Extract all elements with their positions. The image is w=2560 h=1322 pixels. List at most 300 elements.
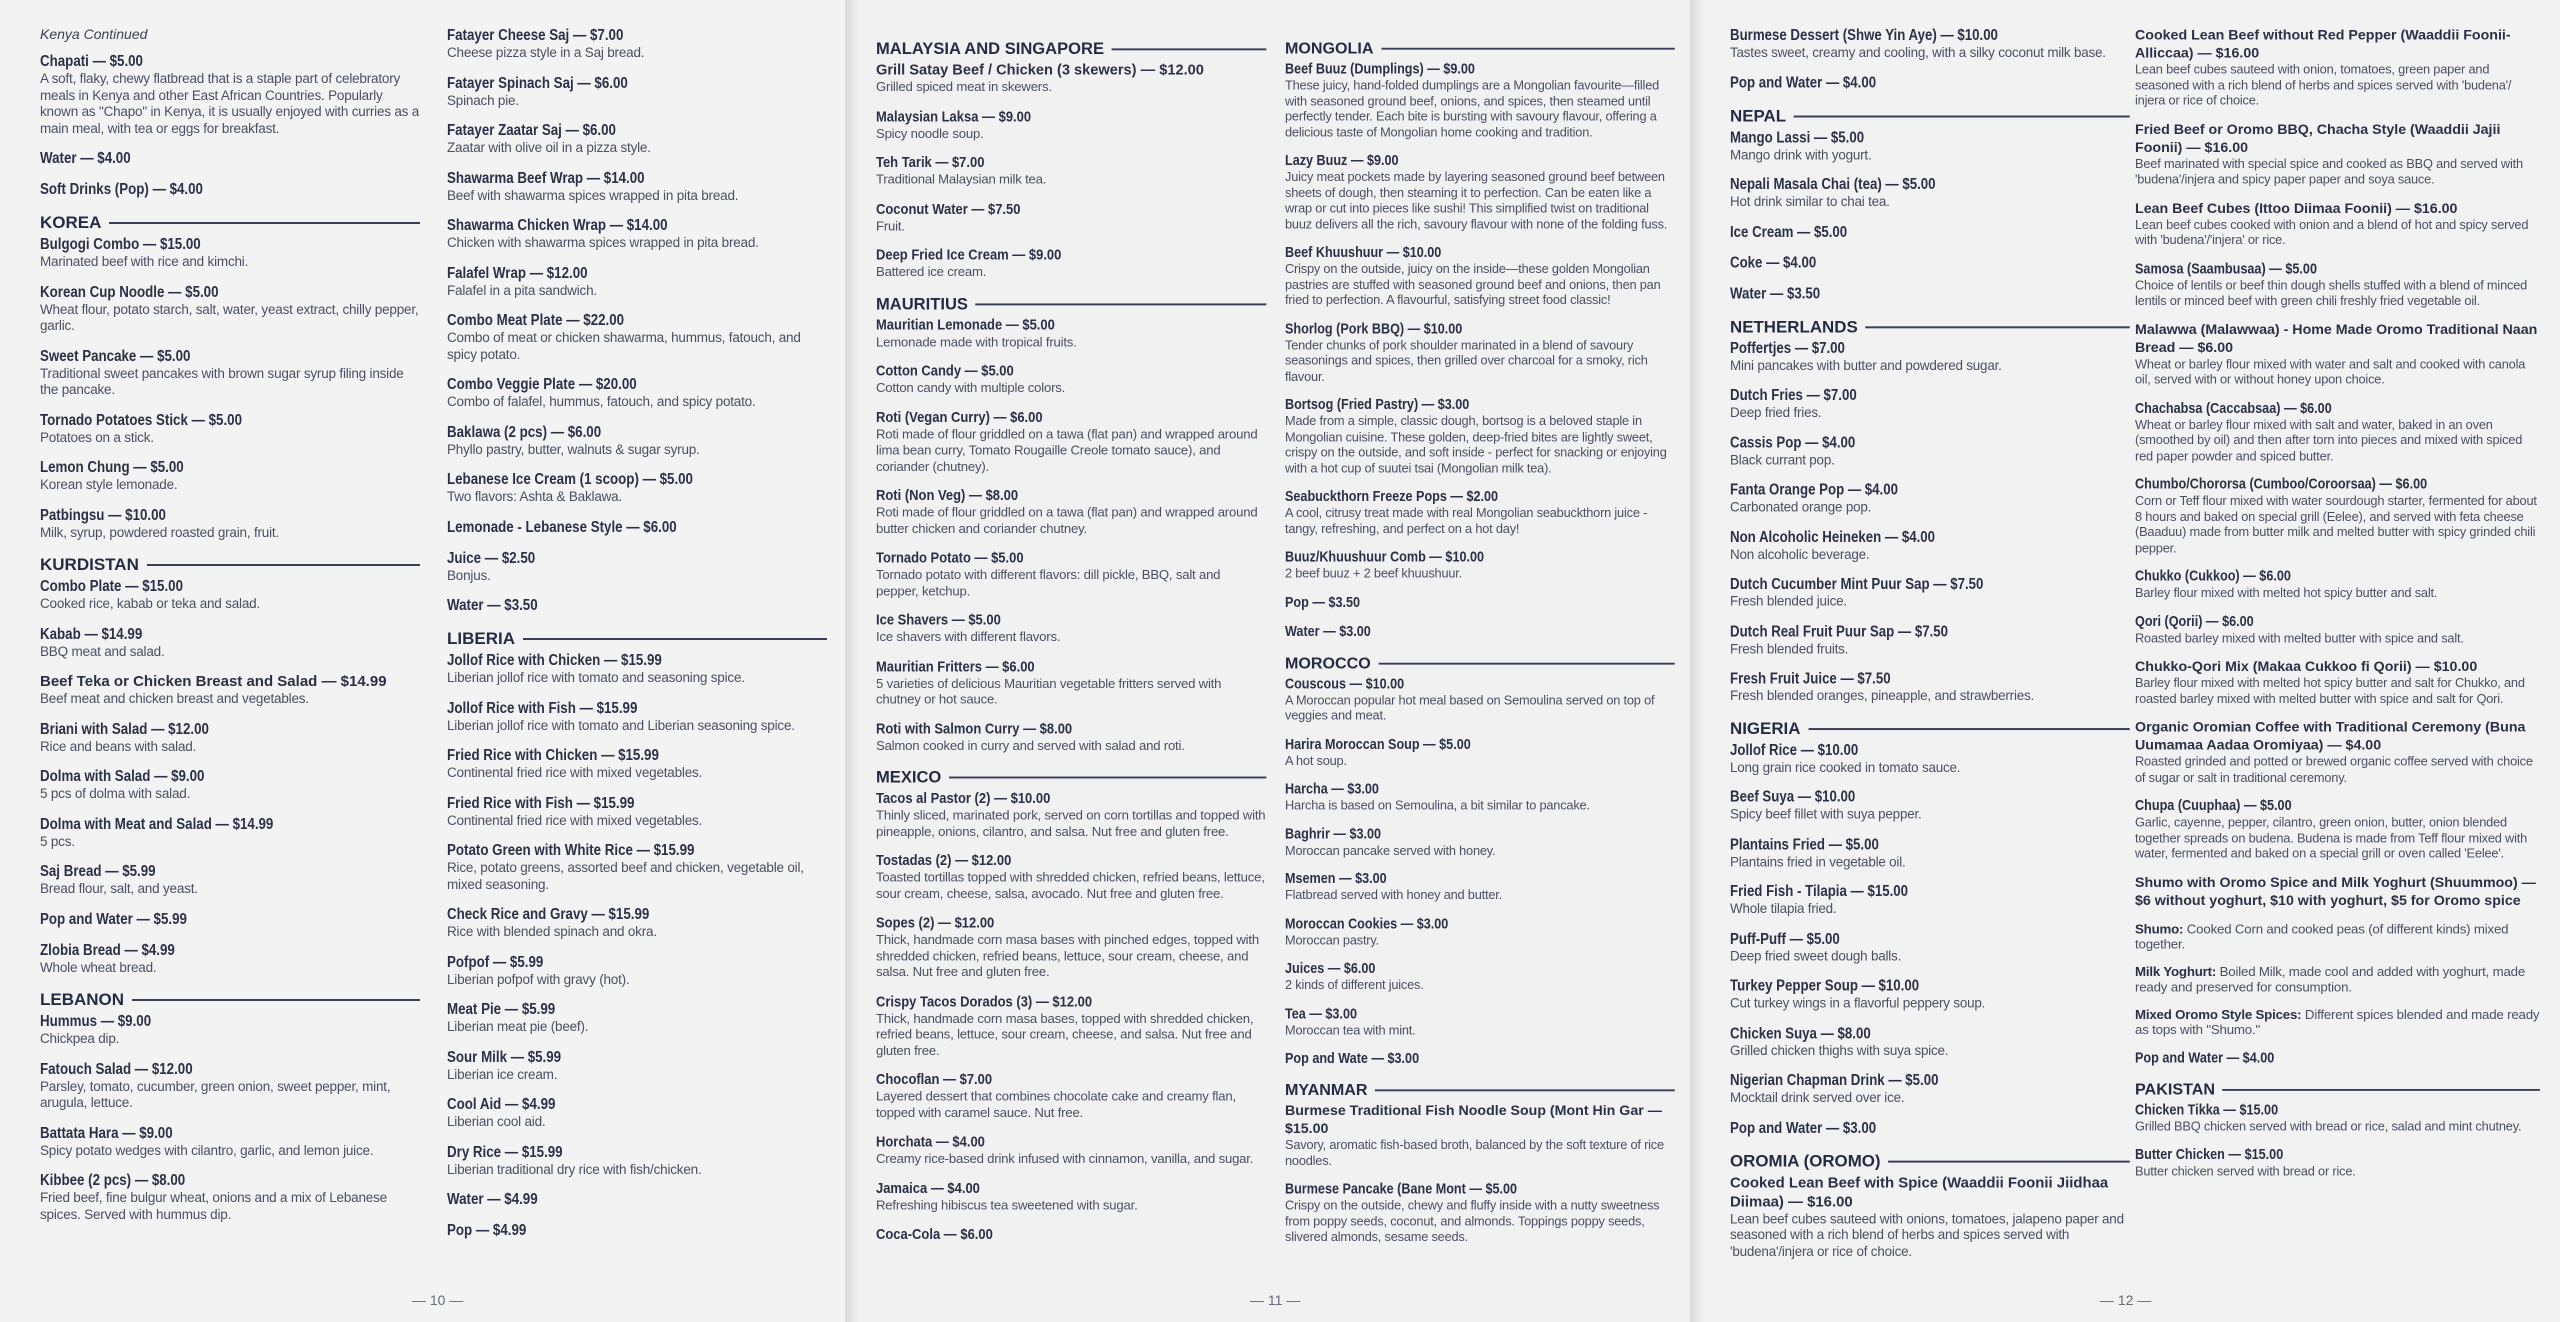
menu-item-name: Kibbee (2 pcs) — $8.00: [40, 1172, 186, 1189]
menu-item: [1730, 622, 2130, 657]
menu-item-name: Fatayer Spinach Saj — $6.00: [447, 74, 628, 92]
menu-item: [1730, 1024, 2130, 1059]
menu-item: [876, 61, 1266, 96]
menu-item-description: Non alcoholic beverage.: [1730, 546, 1870, 562]
menu-item-description: Cooked Corn and cooked peas (of different kinds) mixed together.: [2135, 920, 2509, 952]
menu-item-name: Nigerian Chapman Drink — $5.00: [1730, 1072, 1939, 1090]
section-title: MONGOLIA: [1285, 39, 1374, 58]
menu-item: [1730, 977, 2130, 1012]
menu-item-description: Chicken with shawarma spices wrapped in pita bread.: [447, 235, 759, 250]
menu-item-name: Check Rice and Gravy — $15.99: [447, 906, 650, 923]
menu-item-name: Burmese Dessert (Shwe Yin Aye) — $10.00: [1730, 26, 1998, 44]
menu-item-description: Phyllo pastry, butter, walnuts & sugar syrup.: [447, 441, 700, 457]
menu-item-description: Tastes sweet, creamy and cooling, with a silky coconut milk base.: [1730, 44, 2106, 60]
menu-item: [1285, 780, 1675, 814]
menu-item-name: Dutch Real Fruit Puur Sap — $7.50: [1730, 623, 1949, 641]
menu-item-description: Wheat or barley flour mixed with water and salt and cooked with canola oil, served with or without honey upon choice.: [2135, 356, 2526, 387]
menu-item: [2135, 26, 2540, 109]
menu-item: [876, 789, 1266, 840]
section-title: MYANMAR: [1285, 1080, 1368, 1099]
menu-item: [1730, 1071, 2130, 1106]
menu-item-description: Tender chunks of pork shoulder marinated in a blend of savoury seasonings and spices, then grilled over charcoal for a smoky, rich flavour.: [1285, 337, 1648, 384]
menu-item-description: Rice and beans with salad.: [40, 738, 197, 754]
menu-item-description: Thick, handmade corn masa bases, topped with shredded chicken, refried beans, lettuce, sour cream, cheese, and salsa. Nut free and gluten free.: [876, 1010, 1254, 1058]
menu-item-name: Fatayer Cheese Saj — $7.00: [447, 27, 624, 44]
section-rule: [1889, 1160, 2130, 1162]
menu-item-description: Traditional sweet pancakes with brown sugar syrup filing inside the pancake.: [40, 365, 404, 397]
menu-item-name: Butter Chicken — $15.00: [2135, 1146, 2284, 1163]
menu-item-description: Moroccan tea with mint.: [1285, 1022, 1416, 1037]
menu-item: [447, 1143, 827, 1179]
section-heading: [447, 629, 827, 649]
menu-item: [447, 1221, 827, 1240]
menu-item-name: Seabuckthorn Freeze Pops — $2.00: [1285, 488, 1499, 505]
menu-item: [1730, 386, 2130, 421]
page-12-column-1: [1730, 26, 2130, 1272]
menu-item-name: Water — $3.00: [1285, 623, 1371, 640]
menu-item-description: Thick, handmade corn masa bases with pinched edges, topped with shredded chicken, refried beans, lettuce, sour cream, cheese, and salsa. Nut free and gluten free.: [876, 932, 1259, 979]
menu-item: [1285, 244, 1675, 309]
menu-item: [2135, 1006, 2540, 1037]
menu-item-name: Lebanese Ice Cream (1 scoop) — $5.00: [447, 471, 693, 488]
section-rule: [1794, 115, 2130, 117]
menu-item: [2135, 963, 2540, 994]
menu-item-description: Bonjus.: [447, 567, 491, 583]
menu-item: [876, 549, 1266, 600]
menu-item-name: Bulgogi Combo — $15.00: [40, 236, 201, 253]
menu-item: [447, 518, 827, 537]
menu-item-description: Parsley, tomato, cucumber, green onion, sweet pepper, mint, arugula, lettuce.: [40, 1078, 391, 1110]
menu-item: [447, 596, 827, 615]
page-number: — 12 —: [2100, 1292, 2152, 1308]
section-title: MALAYSIA AND SINGAPORE: [876, 39, 1105, 59]
section-heading: [1730, 317, 2130, 337]
menu-item-name: Malawwa (Malawwaa) - Home Made Oromo Traditional Naan Bread — $6.00: [2135, 321, 2538, 356]
menu-page-12: [1690, 0, 2560, 1322]
menu-item: [447, 74, 827, 110]
menu-item-description: Savory, aromatic fish-based broth, balanced by the soft texture of rice noodles.: [1285, 1137, 1664, 1168]
section-heading: [876, 768, 1266, 787]
menu-item-name: Chicken Suya — $8.00: [1730, 1024, 1871, 1042]
menu-item: [1730, 480, 2130, 515]
menu-item-description: Roasted barley mixed with melted butter with spice and salt.: [2135, 630, 2464, 645]
menu-item-description: Barley flour mixed with melted hot spicy butter and salt.: [2135, 585, 2438, 600]
menu-item-name: Dutch Cucumber Mint Puur Sap — $7.50: [1730, 575, 1984, 593]
menu-item-inline: [2135, 921, 2540, 952]
section-heading: [40, 555, 420, 575]
menu-item: [447, 470, 827, 506]
menu-item-description: Traditional Malaysian milk tea.: [876, 172, 1047, 187]
menu-item: [1285, 1102, 1675, 1169]
menu-item-name: Fatouch Salad — $12.00: [40, 1060, 193, 1078]
menu-item-name: Nepali Masala Chai (tea) — $5.00: [1730, 176, 1936, 194]
menu-item-name: Turkey Pepper Soup — $10.00: [1730, 977, 1920, 995]
menu-item: [2135, 120, 2540, 187]
menu-item: [876, 408, 1266, 475]
menu-item-description: Grilled spiced meat in skewers.: [876, 79, 1052, 95]
menu-item-description: Marinated beef with rice and kimchi.: [40, 254, 249, 269]
menu-item: [1285, 1050, 1675, 1068]
menu-item: [1730, 284, 2130, 303]
menu-item-name: Lean Beef Cubes (Ittoo Diimaa Foonii) — $16.00: [2135, 200, 2458, 217]
menu-item-name: Combo Meat Plate — $22.00: [447, 312, 625, 329]
menu-item-description: Fresh blended juice.: [1730, 593, 1847, 609]
menu-item: [1285, 960, 1675, 994]
menu-item: [1730, 669, 2130, 704]
section-rule: [1378, 662, 1675, 664]
menu-item-description: Roti made of flour griddled on a tawa (flat pan) and wrapped around lima bean curry, Tomato Rougaille Creole tomato sauce), and coriander (chutney).: [876, 426, 1258, 474]
menu-item: [2135, 1049, 2540, 1067]
page-10-column-2: [447, 26, 827, 1252]
menu-item-name: Roti with Salmon Curry — $8.00: [876, 720, 1073, 738]
menu-item-description: Fried beef, fine bulgur wheat, onions and a mix of Lebanese spices. Served with hummus dip.: [40, 1190, 387, 1222]
menu-item: [1730, 433, 2130, 468]
menu-item-name: Cassis Pop — $4.00: [1730, 434, 1856, 452]
menu-item: [876, 1070, 1266, 1121]
menu-page-11: [845, 0, 1690, 1322]
menu-item-name: Korean Cup Noodle — $5.00: [40, 283, 219, 301]
menu-item: [876, 154, 1266, 189]
menu-item-description: 5 varieties of delicious Mauritian vegetable fritters served with chutney or hot sauce.: [876, 675, 1222, 707]
menu-item-description: Barley flour mixed with melted hot spicy butter and salt for Chukko, and roasted barley mixed with melted butter with spice and salt for Qori.: [2135, 675, 2525, 706]
menu-item-name: Soft Drinks (Pop) — $4.00: [40, 181, 203, 198]
menu-item-name: Kabab — $14.99: [40, 625, 143, 643]
menu-item-name: Grill Satay Beef / Chicken (3 skewers) — $12.00: [876, 62, 1204, 79]
menu-item: [2135, 1101, 2540, 1135]
section-rule: [1112, 48, 1266, 50]
menu-item-description: A cool, citrusy treat made with real Mongolian seabuckthorn juice - tangy, refreshing, and perfect on a hot day!: [1285, 505, 1648, 536]
menu-item-description: Roasted grinded and potted or brewed organic coffee served with choice of sugar or salt in traditional ceremony.: [2135, 754, 2533, 785]
page-12-column-2: [2135, 26, 2540, 1191]
section-heading: [1730, 719, 2130, 739]
menu-item-description: Rice, potato greens, assorted beef and chicken, vegetable oil, mixed seasoning.: [447, 860, 804, 892]
menu-item-description: Liberian jollof rice with tomato and seasoning spice.: [447, 670, 745, 685]
menu-item: [1285, 1005, 1675, 1039]
section-heading: [40, 213, 420, 233]
menu-item-description: Bread flour, salt, and yeast.: [40, 881, 198, 896]
menu-item-description: Wheat flour, potato starch, salt, water, yeast extract, chilly pepper, garlic.: [40, 301, 419, 333]
menu-item-name: Cool Aid — $4.99: [447, 1096, 556, 1113]
menu-item-name: Cooked Lean Beef without Red Pepper (Waaddii Foonii-Alliccaa) — $16.00: [2135, 26, 2511, 62]
menu-item-name: Fatayer Zaatar Saj — $6.00: [447, 122, 616, 139]
section-heading: [876, 40, 1266, 59]
menu-item-name: Ice Shavers — $5.00: [876, 612, 1001, 629]
menu-item-name: Coconut Water — $7.50: [876, 200, 1021, 218]
menu-item-name: Pop and Water — $3.00: [1730, 1119, 1877, 1137]
menu-item-name: Coca-Cola — $6.00: [876, 1226, 993, 1243]
section-title: LIBERIA: [447, 629, 515, 648]
page-11-column-1: [876, 26, 1266, 1255]
section-title: PAKISTAN: [2135, 1079, 2216, 1098]
menu-item-name: Combo Veggie Plate — $20.00: [447, 376, 637, 393]
menu-item: [40, 458, 420, 494]
menu-item: [447, 121, 827, 157]
menu-item: [447, 905, 827, 941]
section-heading: [2135, 1080, 2540, 1099]
menu-item: [2135, 797, 2540, 862]
menu-item-name: Malaysian Laksa — $9.00: [876, 108, 1032, 125]
menu-item: [876, 1179, 1266, 1214]
menu-item-name: Burmese Traditional Fish Noodle Soup (Mont Hin Gar — $15.00: [1285, 1102, 1662, 1137]
menu-item-description: Korean style lemonade.: [40, 477, 178, 492]
menu-item-name: Water — $3.50: [1730, 285, 1821, 302]
menu-item: [1730, 339, 2130, 374]
menu-item-name: Shorlog (Pork BBQ) — $10.00: [1285, 320, 1463, 337]
menu-item-inline: [2135, 963, 2540, 994]
menu-item: [1730, 575, 2130, 610]
menu-item-description: Milk, syrup, powdered roasted grain, fruit.: [40, 524, 280, 540]
menu-item-description: Wheat or barley flour mixed with salt and water, baked in an oven (smoothed by oil) and then after torn into pieces and mixed with spiced red paper powder and spiced butter.: [2135, 417, 2523, 463]
section-rule: [1375, 1089, 1675, 1091]
menu-item: [40, 577, 420, 613]
menu-item: [1285, 825, 1675, 859]
menu-item: [1730, 835, 2130, 870]
menu-item-name: Fried Rice with Fish — $15.99: [447, 794, 635, 812]
menu-item-description: Cooked rice, kabab or teka and salad.: [40, 596, 260, 611]
menu-item-name: Fried Rice with Chicken — $15.99: [447, 747, 659, 764]
menu-item-name: Beef Buuz (Dumplings) — $9.00: [1285, 61, 1475, 78]
menu-item: [876, 851, 1266, 902]
menu-item: [1285, 675, 1675, 724]
menu-item-description: BBQ meat and salad.: [40, 643, 165, 659]
menu-item: [1285, 548, 1675, 582]
menu-item-name: Shumo with Oromo Spice and Milk Yoghurt (Shuummoo) — $6 without yoghurt, $10 with yoghurt, $5 for Oromo spice: [2135, 874, 2536, 909]
menu-item-name: Fresh Fruit Juice — $7.50: [1730, 670, 1891, 688]
menu-item-description: A Moroccan popular hot meal based on Semoulina served on top of veggies and meat.: [1285, 692, 1655, 723]
menu-item-name: Tostadas (2) — $12.00: [876, 852, 1012, 869]
menu-item: [40, 672, 420, 708]
menu-item-description: Salmon cooked in curry and served with salad and roti.: [876, 738, 1185, 753]
menu-item: [447, 216, 827, 252]
menu-item-name: Tornado Potatoes Stick — $5.00: [40, 411, 242, 429]
menu-item-name: Chocoflan — $7.00: [876, 1071, 993, 1089]
menu-item: [1285, 488, 1675, 537]
section-title: KURDISTAN: [40, 555, 139, 574]
menu-item-name: Dolma with Meat and Salad — $14.99: [40, 815, 274, 833]
menu-item-description: Beef with shawarma spices wrapped in pita bread.: [447, 187, 739, 203]
section-title: MEXICO: [876, 767, 942, 787]
menu-item-description: Plantains fried in vegetable oil.: [1730, 853, 1906, 869]
menu-item: [1285, 396, 1675, 476]
section-title: MOROCCO: [1285, 653, 1371, 672]
menu-item-description: Lean beef cubes sauteed with onions, tomatoes, jalapeno paper and seasoned with a rich blend of herbs and spices served with 'budena'/injera or rice of choice.: [1730, 1210, 2124, 1259]
menu-item: [1730, 882, 2130, 917]
menu-item: [876, 1133, 1266, 1168]
menu-item-description: Long grain rice cooked in tomato sauce.: [1730, 759, 1961, 775]
menu-item: [40, 52, 420, 137]
menu-item: [447, 651, 827, 687]
menu-item-name: Pofpof — $5.99: [447, 953, 544, 971]
section-heading: [1285, 39, 1675, 58]
menu-item-name: Chupa (Cuuphaa) — $5.00: [2135, 797, 2292, 814]
menu-item-name: Jamaica — $4.00: [876, 1180, 980, 1197]
menu-item-description: Mini pancakes with butter and powdered sugar.: [1730, 357, 2002, 373]
menu-item-name: Pop and Water — $4.00: [2135, 1049, 2275, 1066]
menu-item-description: Flatbread served with honey and butter.: [1285, 887, 1502, 903]
menu-item-description: Crispy on the outside, juicy on the inside—these golden Mongolian pastries are stuffed with seasoned ground beef and onions, then pan fried to perfection. A flavourful, satisfying street food classic!: [1285, 261, 1661, 307]
menu-item-description: Tornado potato with different flavors: dill pickle, BBQ, salt and pepper, ketchup.: [876, 567, 1221, 598]
menu-item-name: Lazy Buuz — $9.00: [1285, 152, 1399, 169]
section-rule: [976, 303, 1266, 305]
menu-item-name: Mango Lassi — $5.00: [1730, 128, 1865, 146]
menu-item-name: Water — $4.00: [40, 150, 131, 167]
menu-item-description: A hot soup.: [1285, 753, 1347, 768]
menu-item: [447, 26, 827, 62]
menu-item-name: Sour Milk — $5.99: [447, 1048, 562, 1066]
menu-item-description: Lemonade made with tropical fruits.: [876, 334, 1077, 349]
menu-item-description: Whole tilapia fried.: [1730, 901, 1837, 916]
menu-item: [876, 486, 1266, 537]
menu-item: [447, 794, 827, 830]
menu-item: [40, 625, 420, 661]
menu-item: [1285, 870, 1675, 904]
section-heading: [876, 294, 1266, 313]
menu-item-description: Black currant pop.: [1730, 452, 1835, 468]
menu-item-name: Chachabsa (Caccabsaa) — $6.00: [2135, 400, 2332, 417]
menu-item-description: Zaatar with olive oil in a pizza style.: [447, 140, 651, 155]
menu-item-name: Baghrir — $3.00: [1285, 825, 1382, 843]
menu-item: [1285, 152, 1675, 232]
section-rule: [2223, 1089, 2540, 1091]
section-rule: [1866, 326, 2130, 328]
menu-item-description: Continental fried rice with mixed vegetables.: [447, 765, 703, 780]
menu-item-name: Non Alcoholic Heineken — $4.00: [1730, 528, 1936, 546]
section-title: OROMIA (OROMO): [1730, 1151, 1881, 1171]
menu-item-description: Mango drink with yogurt.: [1730, 146, 1872, 162]
menu-item-name: Saj Bread — $5.99: [40, 863, 156, 880]
page-fold-shadow: [1690, 0, 1704, 1322]
menu-item-name: Deep Fried Ice Cream — $9.00: [876, 246, 1062, 264]
menu-item-description: Liberian pofpof with gravy (hot).: [447, 971, 630, 987]
menu-item-description: Made from a simple, classic dough, bortsog is a beloved staple in Mongolian cuisine. These golden, deep-fried bites are lightly sweet, crispy on the outside, and soft inside - perfect for snacking or enjoying with a hot cup of suutei tsai (Mongolian milk tea).: [1285, 413, 1667, 475]
menu-item: [1730, 26, 2130, 61]
menu-item: [40, 1060, 420, 1112]
menu-item: [1730, 253, 2130, 272]
menu-item-name: Fried Beef or Oromo BBQ, Chacha Style (Waaddii Jajii Foonii) — $16.00: [2135, 121, 2501, 156]
page-number: — 11 —: [1250, 1292, 1301, 1308]
menu-item-name: Meat Pie — $5.99: [447, 1001, 556, 1018]
menu-item-description: Boiled Milk, made cool and added with yoghurt, made ready and preserved for consumption.: [2135, 963, 2526, 995]
menu-item-name: Lemonade - Lebanese Style — $6.00: [447, 518, 677, 536]
menu-item-description: Combo of meat or chicken shawarma, hummus, fatouch, and spicy potato.: [447, 330, 801, 362]
section-rule: [1808, 728, 2130, 730]
section-title: NETHERLANDS: [1730, 316, 1858, 336]
menu-item-description: Ice shavers with different flavors.: [876, 629, 1061, 645]
menu-item-name: Crispy Tacos Dorados (3) — $12.00: [876, 993, 1093, 1010]
section-title: MAURITIUS: [876, 294, 968, 313]
menu-item-name: Moroccan Cookies — $3.00: [1285, 915, 1449, 932]
menu-item: [876, 992, 1266, 1059]
menu-item-name: Burmese Pancake (Bane Mont — $5.00: [1285, 1181, 1518, 1198]
menu-item-name: Pop — $4.99: [447, 1222, 527, 1239]
menu-item-name: Puff-Puff — $5.00: [1730, 930, 1840, 948]
menu-item: [1285, 735, 1675, 769]
menu-item-description: Liberian jollof rice with tomato and Liberian seasoning spice.: [447, 717, 795, 733]
menu-item-name: Dry Rice — $15.99: [447, 1143, 563, 1161]
menu-item: [40, 815, 420, 851]
menu-item-name: Poffertjes — $7.00: [1730, 339, 1845, 357]
menu-item-description: Battered ice cream.: [876, 264, 987, 280]
menu-item-description: Thinly sliced, marinated pork, served on corn tortillas and topped with pineapple, onions, cilantro, and salsa. Nut free and gluten free.: [876, 807, 1266, 839]
menu-item-name: Zlobia Bread — $4.99: [40, 941, 175, 959]
menu-item: [2135, 1146, 2540, 1180]
menu-item-description: Cotton candy with multiple colors.: [876, 380, 1066, 395]
menu-item: [447, 1095, 827, 1131]
menu-item-description: Two flavors: Ashta & Baklawa.: [447, 489, 623, 504]
menu-item: [40, 235, 420, 271]
menu-item-name: Tacos al Pastor (2) — $10.00: [876, 790, 1051, 807]
menu-item-description: Deep fried fries.: [1730, 404, 1822, 420]
menu-item-description: Harcha is based on Semoulina, a bit similar to pancake.: [1285, 798, 1590, 813]
menu-item-name: Shawarma Beef Wrap — $14.00: [447, 169, 645, 187]
menu-item-description: Juicy meat pockets made by layering seasoned ground beef between sheets of dough, then steaming it to perfection. Can be eaten like a wrap or cut into pieces like sushi! This simplified twist on traditional buuz delivers all the rich, savoury flavour with none of the folding fuss.: [1285, 169, 1668, 231]
section-rule: [147, 564, 420, 566]
menu-item: [876, 611, 1266, 646]
menu-item: [447, 375, 827, 411]
menu-item-name: Mixed Oromo Style Spices:: [2135, 1006, 2302, 1022]
menu-item-name: Tea — $3.00: [1285, 1005, 1357, 1022]
menu-item-description: Butter chicken served with bread or rice.: [2135, 1163, 2356, 1179]
menu-item: [40, 149, 420, 168]
menu-item-name: Combo Plate — $15.00: [40, 578, 183, 595]
menu-item: [1730, 740, 2130, 775]
menu-item-name: Couscous — $10.00: [1285, 675, 1405, 692]
menu-item-name: Dutch Fries — $7.00: [1730, 386, 1857, 404]
menu-item-name: Hummus — $9.00: [40, 1013, 152, 1030]
menu-item-description: Layered dessert that combines chocolate cake and creamy flan, topped with caramel sauce. Nut free.: [876, 1088, 1236, 1120]
menu-item: [1730, 1173, 2130, 1260]
menu-item-name: Pop and Water — $4.00: [1730, 74, 1877, 92]
menu-item: [40, 283, 420, 335]
menu-item-description: Grilled chicken thighs with suya spice.: [1730, 1042, 1949, 1058]
menu-item-name: Juice — $2.50: [447, 549, 536, 567]
menu-item-name: Beef Teka or Chicken Breast and Salad — $14.99: [40, 673, 387, 690]
menu-item-name: Jollof Rice with Fish — $15.99: [447, 699, 638, 717]
menu-item: [876, 246, 1266, 281]
menu-item: [447, 699, 827, 735]
menu-item: [876, 720, 1266, 755]
menu-item: [1730, 175, 2130, 210]
menu-item: [2135, 260, 2540, 309]
menu-item: [1730, 1118, 2130, 1137]
section-continued-label: Kenya Continued: [40, 26, 148, 42]
menu-item: [2135, 199, 2540, 248]
menu-item: [40, 910, 420, 929]
menu-item-description: Combo of falafel, hummus, fatouch, and spicy potato.: [447, 394, 756, 409]
menu-item: [2135, 658, 2540, 707]
menu-item-name: Plantains Fried — $5.00: [1730, 835, 1879, 853]
menu-item-description: A soft, flaky, chewy flatbread that is a staple part of celebratory meals in Kenya and other East African Countries. Popularly known as "Chapo" in Kenya, it is usually enjoyed with curries as a main meal, with tea or eggs for breakfast.: [40, 71, 420, 136]
menu-item-name: Teh Tarik — $7.00: [876, 154, 985, 172]
menu-item-description: Liberian ice cream.: [447, 1066, 558, 1082]
menu-item-description: Potatoes on a stick.: [40, 429, 154, 445]
menu-item-name: Potato Green with White Rice — $15.99: [447, 842, 695, 859]
menu-item: [40, 1124, 420, 1160]
menu-item-name: Horchata — $4.00: [876, 1133, 985, 1151]
menu-item-description: Liberian meat pie (beef).: [447, 1019, 589, 1034]
menu-item-name: Pop and Water — $5.99: [40, 910, 187, 928]
menu-item-name: Sopes (2) — $12.00: [876, 914, 995, 932]
page-11-column-2: [1285, 26, 1675, 1256]
menu-item: [40, 767, 420, 803]
menu-item-description: Creamy rice-based drink infused with cinnamon, vanilla, and sugar.: [876, 1151, 1254, 1166]
menu-item-name: Chicken Tikka — $15.00: [2135, 1101, 2279, 1118]
menu-item: [447, 1190, 827, 1209]
menu-item-description: Chickpea dip.: [40, 1031, 120, 1046]
menu-item: [876, 1225, 1266, 1243]
menu-item: [447, 549, 827, 585]
section-title: NEPAL: [1730, 106, 1787, 125]
